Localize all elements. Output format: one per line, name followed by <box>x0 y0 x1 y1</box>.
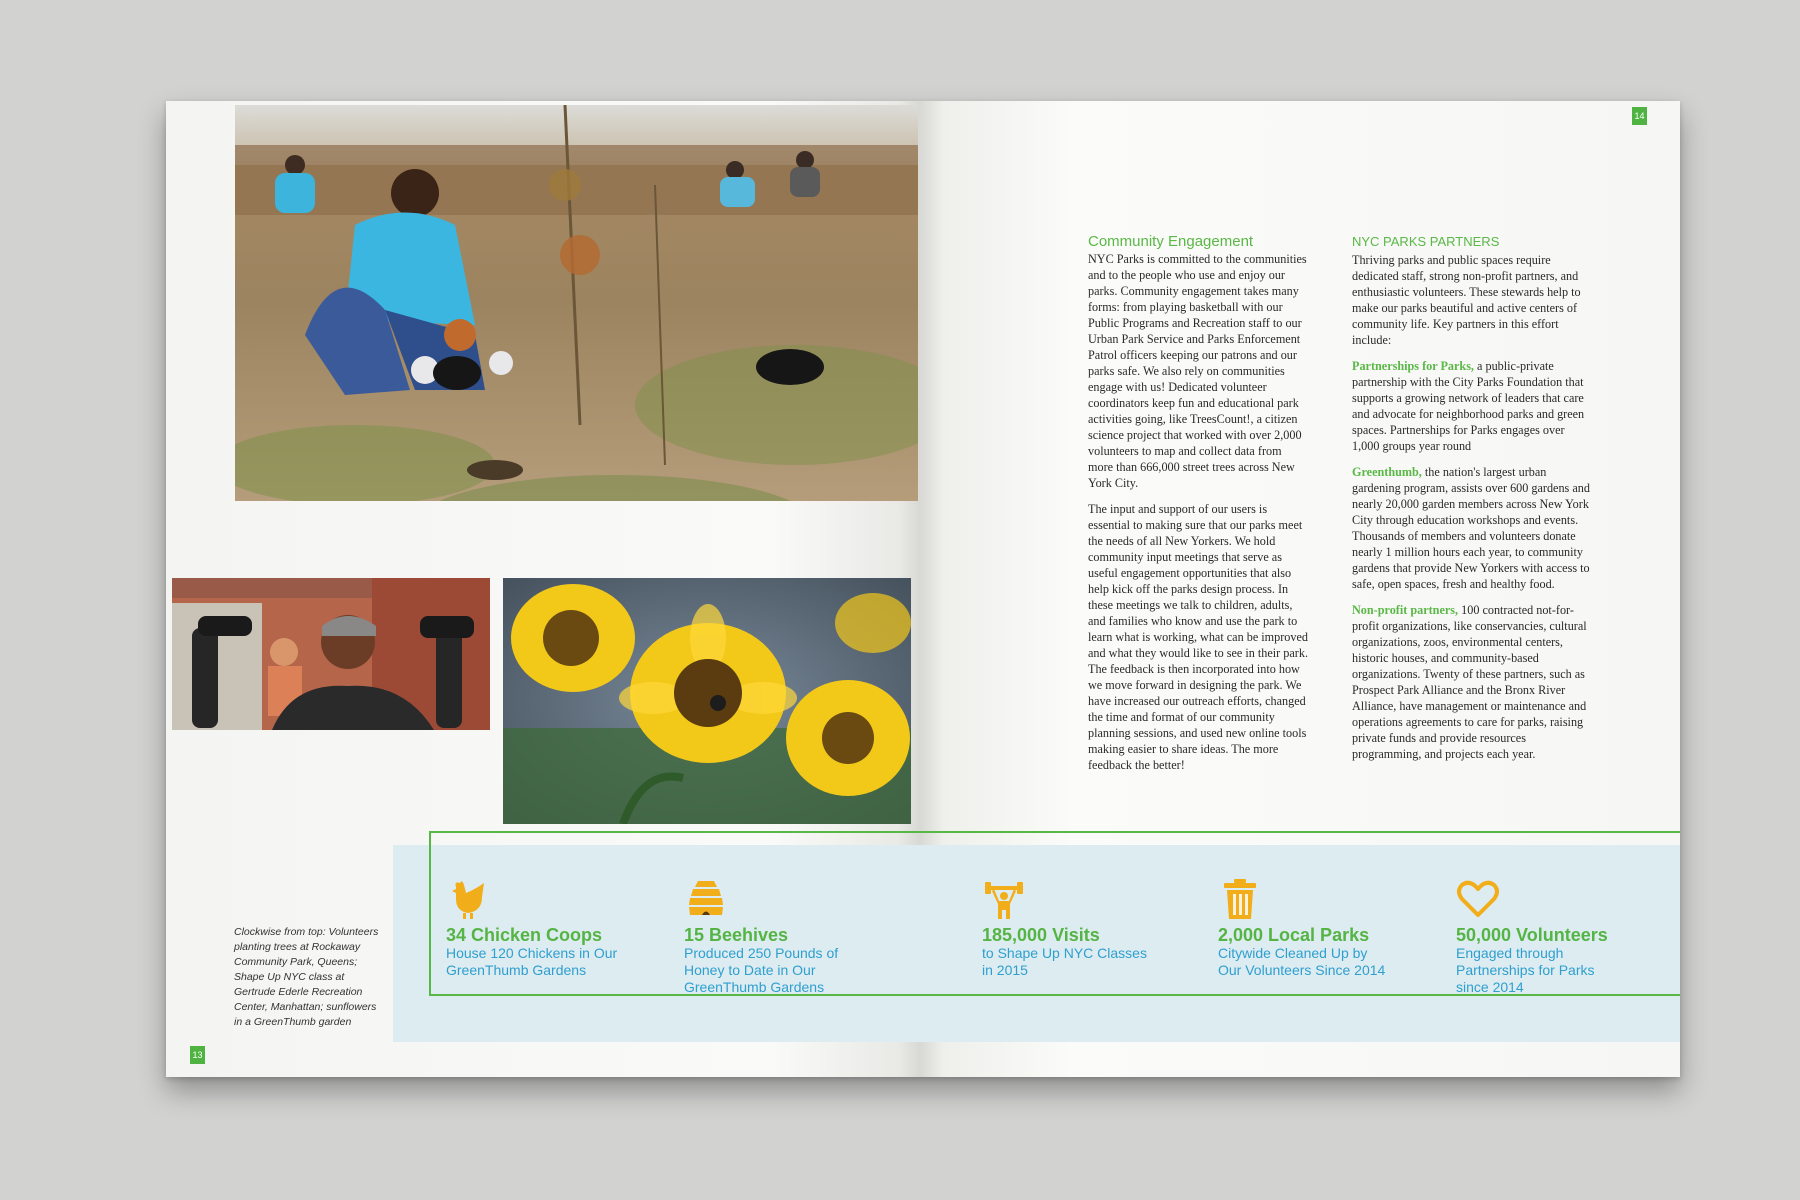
community-paragraph-2: The input and support of our users is essential to making sure that our parks meet the needs of all New Yorkers. We hold community input meetings that serve as useful engagement opportunities that also help kick off the parks design process. In these meetings we talk to children, adults, and families who know and use the park to learn what is working, what can be improved and what they would like to see in their park. The feedback is then incorporated into how we move forward in designing the park. We have increased our outreach efforts, changed the time and format of our community planning sessions, and used new online tools making easier to share ideas. The more feedback the better! <box>1088 502 1308 772</box>
parks-partners-heading: NYC PARKS PARTNERS <box>1352 234 1500 249</box>
fitness-icon <box>982 877 1026 921</box>
stat-description: to Shape Up NYC Classes in 2015 <box>982 945 1147 978</box>
stat-title: 15 Beehives <box>684 925 789 945</box>
page-number-right: 14 <box>1632 107 1647 125</box>
partner-name: Greenthumb, <box>1352 465 1422 479</box>
photo-caption: Clockwise from top: Volunteers planting trees at Rockaway Community Park, Queens; Shape Up NYC class at Gertrude Ederle Recreation Center, Manhattan; sunflowers in a GreenThumb garden <box>234 926 379 1028</box>
stat-volunteers <box>1456 877 1631 996</box>
stat-shape-up-visits <box>982 877 1147 979</box>
community-engagement-heading: Community Engagement <box>1088 233 1254 250</box>
stat-description: Engaged through Partnerships for Parks since 2014 <box>1456 945 1595 995</box>
partner-name: Partnerships for Parks, <box>1352 359 1474 373</box>
stat-title: 185,000 Visits <box>982 925 1100 945</box>
stat-title: 34 Chicken Coops <box>446 925 603 945</box>
stat-title: 2,000 Local Parks <box>1218 925 1370 945</box>
partner-text: a public-private partnership with the City Parks Foundation that supports a growing network of leaders that care and advocate for neighborhood parks and green spaces. Partnerships for Parks engages over 1,000 groups year round <box>1352 359 1585 453</box>
chicken-icon <box>446 877 490 921</box>
stat-title: 50,000 Volunteers <box>1456 925 1608 945</box>
parks-partners-column <box>1352 234 1594 772</box>
partners-intro: Thriving parks and public spaces require dedicated staff, strong non-profit partners, and enthusiastic volunteers. These stewards help to make our parks beautiful and active centers of community life. Key partners in this effort include: <box>1352 253 1581 347</box>
trash-can-icon <box>1218 877 1262 921</box>
heart-icon <box>1456 877 1500 921</box>
partner-name: Non-profit partners, <box>1352 603 1459 617</box>
community-paragraph-1: NYC Parks is committed to the communities and to the people who use and enjoy our parks. Community engagement takes many forms: from playing basketball with our Public Programs and Recreation staff to our Urban Park Service and Parks Enforcement Patrol officers keeping our patrons and our parks safe. We also rely on communities engage with us! Dedicated volunteer coordinators keep fun and educational park activities going, like TreesCount!, a citizen science project that worked with over 2,000 volunteers to map and collect data from more than 666,000 street trees across New York City. <box>1088 252 1307 490</box>
partner-item <box>1352 602 1594 762</box>
beehive-icon <box>684 877 728 921</box>
partner-text: the nation's largest urban gardening program, assists over 600 gardens and nearly 20,000 garden members across New York City through education workshops and events. Thousands of members and volunteers donate nearly 1 million hours each year, to community gardens that provide New Yorkers with access to safe, open spaces, fresh and healthy food. <box>1352 465 1590 591</box>
stat-description: Citywide Cleaned Up by Our Volunteers Since 2014 <box>1218 945 1386 978</box>
stat-local-parks <box>1218 877 1393 979</box>
community-engagement-column <box>1088 234 1308 783</box>
stat-beehives <box>684 877 849 996</box>
partner-item <box>1352 464 1594 592</box>
page-number-left: 13 <box>190 1046 205 1064</box>
stat-chicken-coops <box>446 877 626 979</box>
magazine-spread <box>166 101 1680 1077</box>
partner-item <box>1352 358 1594 454</box>
sunflowers-photo <box>503 578 911 824</box>
partner-text: 100 contracted not-for-profit organizations, like conservancies, cultural organizations, zoos, environmental centers, historic houses, and community-based organizations. Twenty of these partners, such as Prospect Park Alliance and the Bronx River Alliance, have management or maintenance and operations agreements to care for parks, raising private funds and provide resources programming, and projects each year. <box>1352 603 1587 761</box>
shape-up-nyc-photo <box>172 578 490 730</box>
stat-description: Produced 250 Pounds of Honey to Date in Our GreenThumb Gardens <box>684 945 839 995</box>
stat-description: House 120 Chickens in Our GreenThumb Gardens <box>446 945 618 978</box>
volunteers-planting-photo <box>235 105 918 501</box>
